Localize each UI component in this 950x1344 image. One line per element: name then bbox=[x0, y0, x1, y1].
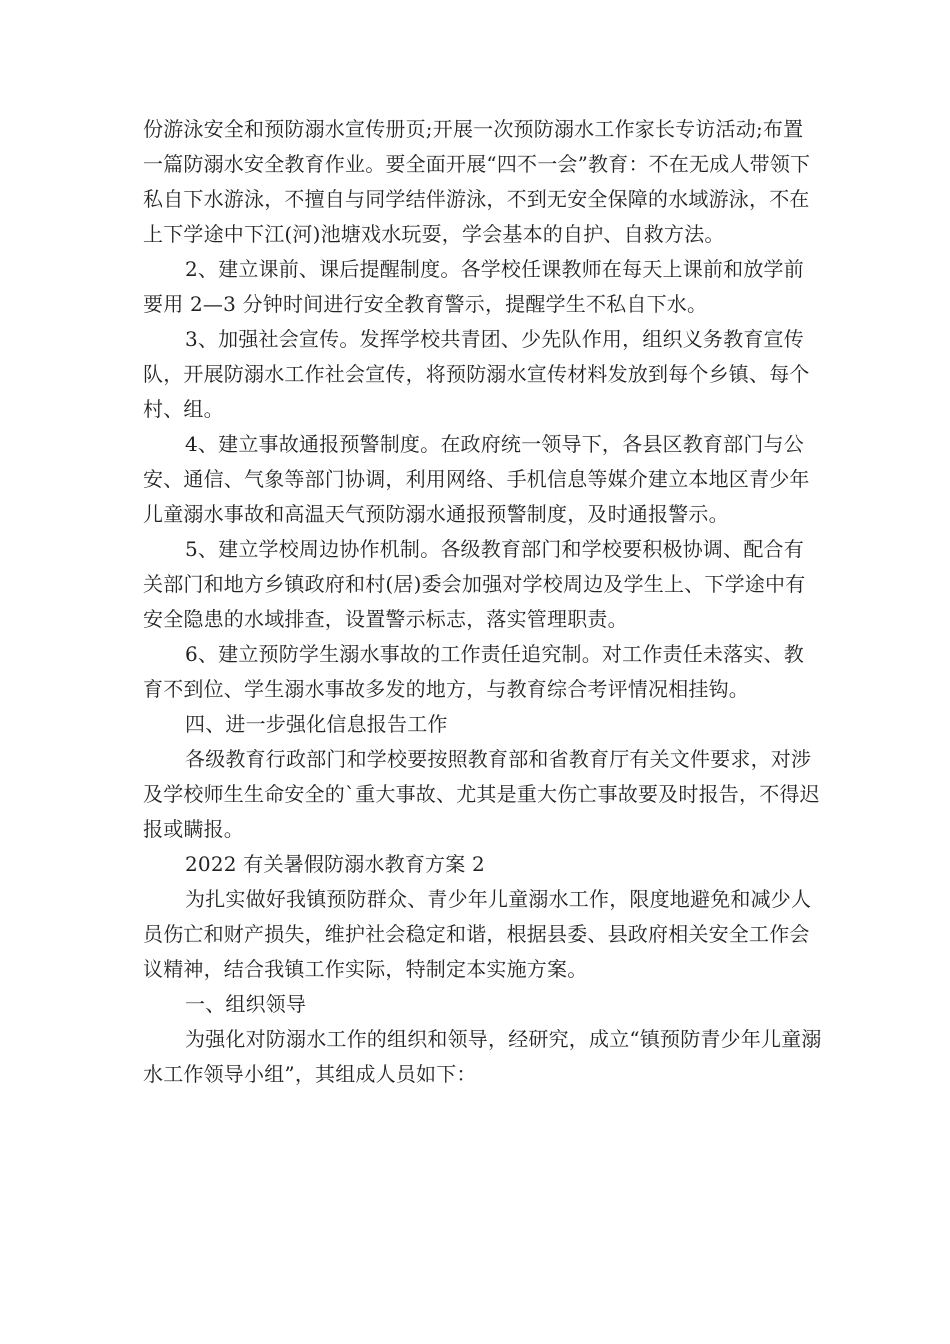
paragraph-item-6: 6、建立预防学生溺水事故的工作责任追究制。对工作责任未落实、教育不到位、学生溺水事故多发的地方，与教育综合考评情况相挂钩。 bbox=[143, 642, 804, 701]
paragraph-item-3: 3、加强社会宣传。发挥学校共青团、少先队作用，组织义务教育宣传队，开展防溺水工作社会宣传，将预防溺水宣传材料发放到每个乡镇、每个村、组。 bbox=[143, 327, 810, 421]
paragraph-report: 各级教育行政部门和学校要按照教育部和省教育厅有关文件要求，对涉及学校师生生命安全的`重大事故、尤其是重大伤亡事故要及时报告，不得迟报或瞒报。 bbox=[143, 747, 820, 841]
document-body bbox=[143, 112, 823, 1092]
paragraph-item-5: 5、建立学校周边协作机制。各级教育部门和学校要积极协调、配合有关部门和地方乡镇政府和村(居)委会加强对学校周边及学生上、下学途中有安全隐患的水域排查，设置警示标志，落实管理职责。 bbox=[143, 537, 806, 631]
paragraph-leadership: 为强化对防溺水工作的组织和领导，经研究，成立“镇预防青少年儿童溺水工作领导小组”，其组成人员如下： bbox=[143, 1027, 822, 1086]
paragraph-item-4: 4、建立事故通报预警制度。在政府统一领导下，各县区教育部门与公安、通信、气象等部门协调，利用网络、手机信息等媒介建立本地区青少年儿童溺水事故和高温天气预防溺水通报预警制度，及时通报警示。 bbox=[143, 432, 810, 526]
section-heading-1: 一、组织领导 bbox=[185, 992, 307, 1016]
paragraph-continuation: 份游泳安全和预防溺水宣传册页;开展一次预防溺水工作家长专访活动;布置一篇防溺水安全教育作业。要全面开展“四不一会”教育：不在无成人带领下私自下水游泳，不擅自与同学结伴游泳，不到无安全保障的水域游泳，不在上下学途中下江(河)池塘戏水玩耍，学会基本的自护、自救方法。 bbox=[143, 117, 811, 246]
paragraph-intro: 为扎实做好我镇预防群众、青少年儿童溺水工作，限度地避免和减少人员伤亡和财产损失，维护社会稳定和谐，根据县委、县政府相关安全工作会议精神，结合我镇工作实际，特制定本实施方案。 bbox=[143, 887, 812, 981]
plan-title-2: 2022 有关暑假防溺水教育方案 2 bbox=[185, 852, 485, 876]
paragraph-item-2: 2、建立课前、课后提醒制度。各学校任课教师在每天上课前和放学前要用 2—3 分钟时间进行安全教育警示，提醒学生不私自下水。 bbox=[143, 257, 804, 316]
section-heading-4: 四、进一步强化信息报告工作 bbox=[185, 712, 448, 736]
